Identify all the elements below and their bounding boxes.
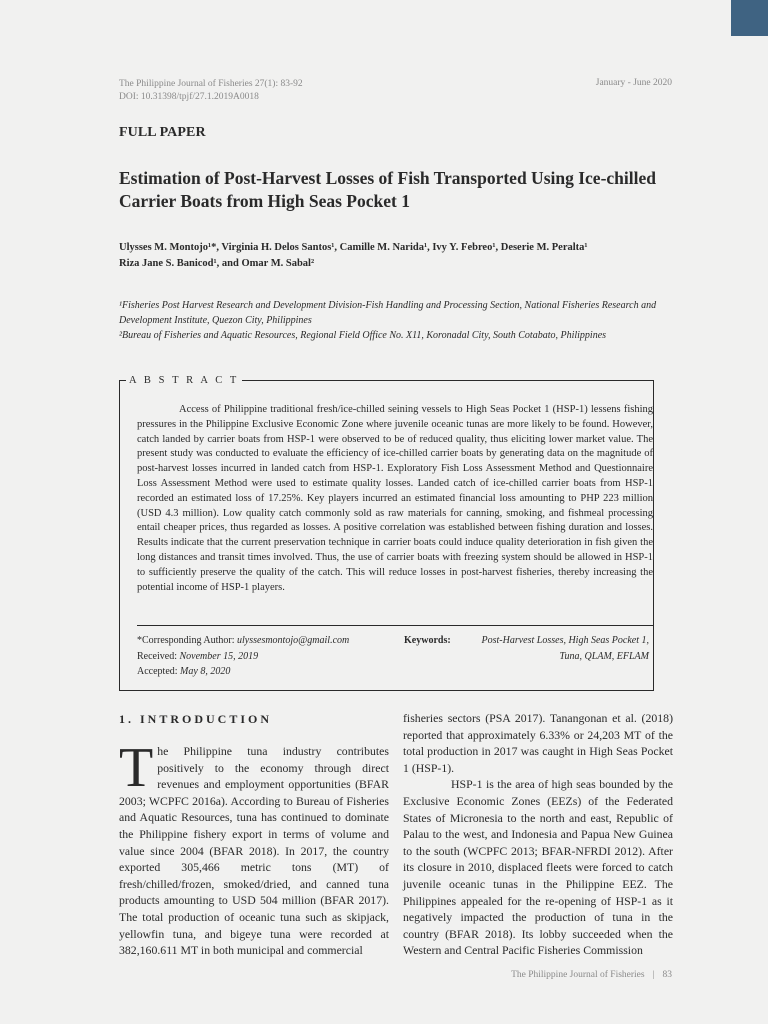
authors <box>119 240 679 272</box>
drop-cap: T <box>119 737 154 799</box>
running-footer <box>511 970 672 980</box>
page-number: 83 <box>662 970 672 980</box>
divider <box>137 625 653 626</box>
introduction-heading: 1. INTRODUCTION <box>119 712 273 726</box>
doi[interactable]: DOI: 10.31398/tpjf/27.1.2019A0018 <box>119 92 259 102</box>
abstract-heading: A B S T R A C T <box>126 373 242 388</box>
corresponding-email[interactable]: ulyssesmontojo@gmail.com <box>237 635 350 646</box>
keywords-text: Post-Harvest Losses, High Seas Pocket 1, Tuna, QLAM, EFLAM <box>481 635 649 662</box>
text-column-left <box>119 737 389 959</box>
issue-date: January - June 2020 <box>595 78 672 88</box>
keywords <box>404 633 653 664</box>
corner-tab <box>731 0 768 36</box>
authors-line: Riza Jane S. Banicod¹, and Omar M. Sabal² <box>119 258 315 269</box>
received-date: Received: November 15, 2019 <box>137 650 259 662</box>
paragraph: HSP-1 is the area of high seas bounded by the Exclusive Economic Zones (EEZs) of the Federated States of Micronesia to the north and east, Republic of Palau to the west, and Indonesia and Papua New Guinea to the south (WCPFC 2013; BFAR-NFRDI 2012). After its closure in 2010, displaced fleets were forced to catch juvenile oceanic tunas in the Philippine EEZ. The Philippines appealed for the re-opening of HSP-1 as it negatively impacted the production of tuna in the country (BFAR 2018). Its lobby succeeded when the Western and Central Pacific Fisheries Commission <box>403 777 673 958</box>
keywords-label: Keywords: <box>404 635 451 646</box>
journal-citation: The Philippine Journal of Fisheries 27(1): 83-92 <box>119 79 303 89</box>
abstract-box <box>119 375 654 691</box>
running-header <box>119 78 303 104</box>
article-info <box>137 633 407 680</box>
corresponding-author: *Corresponding Author: ulyssesmontojo@gmail.com <box>137 635 350 646</box>
authors-line: Ulysses M. Montojo¹*, Virginia H. Delos Santos¹, Camille M. Narida¹, Ivy Y. Febreo¹, Deserie M. Peralta¹ <box>119 242 588 253</box>
footer-journal: The Philippine Journal of Fisheries <box>511 970 645 980</box>
affiliation: ²Bureau of Fisheries and Aquatic Resources, Regional Field Office No. X11, Koronadal City, South Cotabato, Philippines <box>119 330 607 341</box>
text-column-right <box>403 710 673 959</box>
paragraph: he Philippine tuna industry contributes positively to the economy through direct revenues and employment opportunities (BFAR 2003; WCPFC 2016a). According to Bureau of Fisheries and Aquatic Resources, tuna has continued to dominate the Philippine fishery export in terms of volume and value since 2004 (BFAR 2018). In 2017, the country exported 305,466 metric tons (MT) of fresh/chilled/frozen, smoked/dried, and canned tuna products amounting to USD 504 million (BFAR 2017). The total production of oceanic tuna such as skipjack, yellowfin tuna, and bigeye tuna were recorded at 382,160.611 MT in both municipal and commercial <box>119 744 389 958</box>
paragraph: fisheries sectors (PSA 2017). Tanangonan et al. (2018) reported that approximately 6.33% or 24,203 MT of the total production in 2017 was caught in High Seas Pocket 1 (HSP-1). <box>403 711 673 775</box>
paper-title: Estimation of Post-Harvest Losses of Fish Transported Using Ice-chilled Carrier Boats from High Seas Pocket 1 <box>119 168 656 211</box>
abstract-text: Access of Philippine traditional fresh/ice-chilled seining vessels to High Seas Pocket 1 (HSP-1) lessens fishing pressures in the Philippine Exclusive Economic Zone where juvenile oceanic tunas are more likely to be found. However, catch landed by carrier boats from HSP-1 were observed to be of reduced quality, thus eliciting lower market value. The present study was conducted to evaluate the efficiency of ice-chilled carrier boats by generating data on the magnitude of post-harvest losses incurred in landed catch from HSP-1. Exploratory Fish Loss Assessment Method and Questionnaire Loss Assessment Method were used to estimate quality losses. Landed catch of ice-chilled carrier boats from HSP-1 recorded an estimated loss of 17.25%. Key players incurred an estimated financial loss amounting to PHP 223 million (USD 4.3 million). Low quality catch commonly sold as raw materials for canning, smoking, and fishmeal processing entail cheaper prices, thus regarded as losses. A positive correlation was established between fishing duration and losses. Results indicate that the current preservation technique in carrier boats could induce quality deterioration in fish given the long distances and transit times involved. Thus, the use of carrier boats with freezing system should be allowed in HSP-1 to sufficiently preserve the quality of the catch. This will reduce losses in post-harvest fisheries, thereby increasing the potential income of HSP-1 players. <box>137 404 653 593</box>
section-label: FULL PAPER <box>119 125 206 140</box>
footer-separator: | <box>652 970 655 980</box>
accepted-date: Accepted: May 8, 2020 <box>137 666 231 677</box>
affiliations <box>119 298 679 343</box>
affiliation: ¹Fisheries Post Harvest Research and Development Division-Fish Handling and Processing Section, National Fisheries Research and Development Institute, Quezon City, Philippines <box>119 300 657 326</box>
